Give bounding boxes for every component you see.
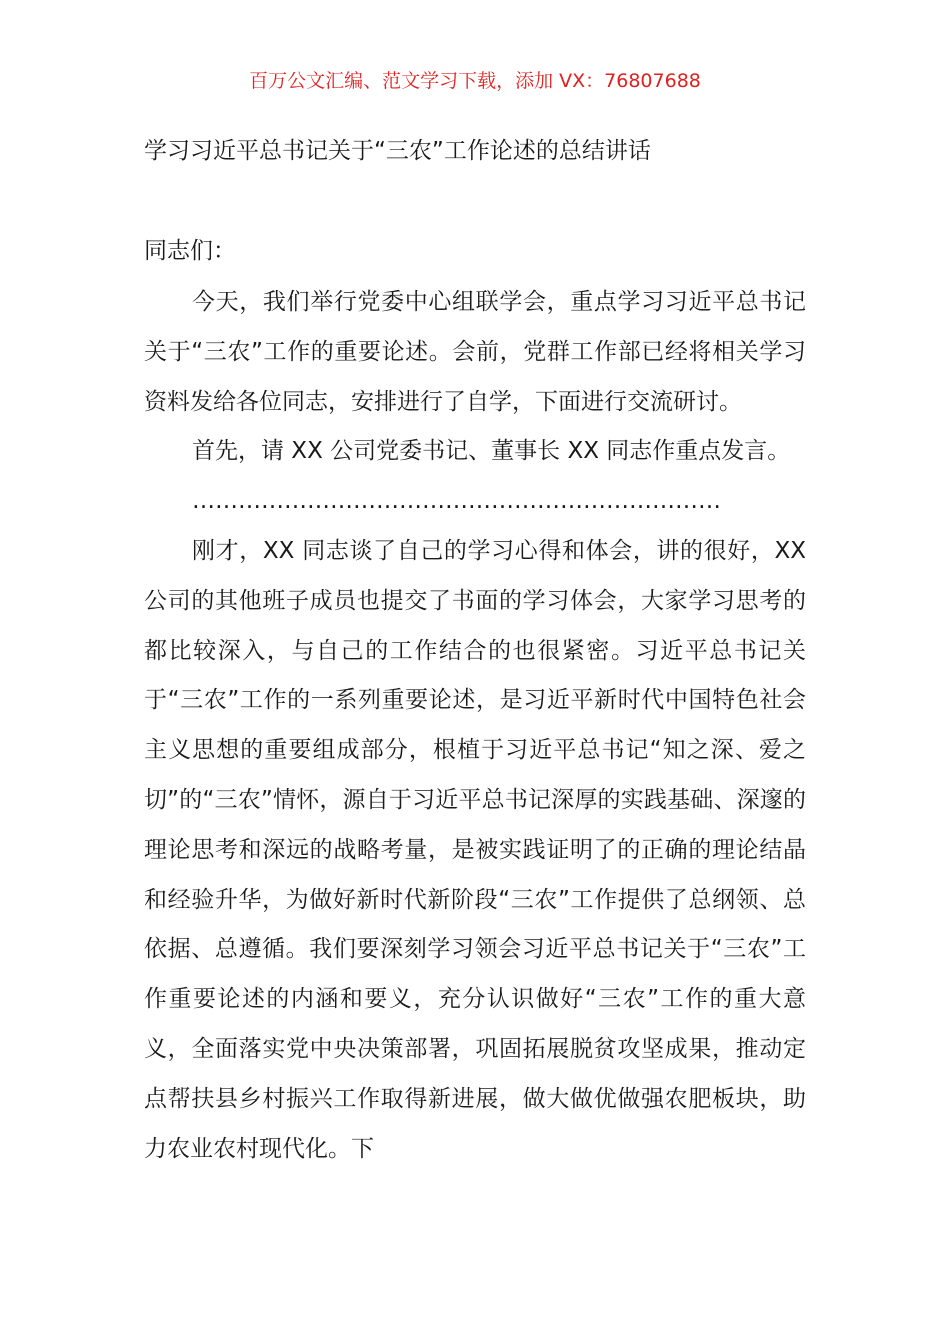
paragraph-ellipsis: ……………………………………………………………	[192, 488, 721, 515]
document-title: 学习习近平总书记关于“三农”工作论述的总结讲话	[144, 138, 651, 164]
header-banner: 百万公文汇编、范文学习下载，添加 VX：76807688	[249, 70, 701, 92]
paragraph-intro: 今天，我们举行党委中心组联学会，重点学习习近平总书记关于“三农”工作的重要论述。会前，党群工作部已经将相关学习资料发给各位同志，安排进行了自学，下面进行交流研讨。	[144, 289, 806, 415]
salutation: 同志们：	[144, 238, 236, 264]
paragraph-summary: 刚才，XX 同志谈了自己的学习心得和体会，讲的很好，XX 公司的其他班子成员也提交了书面的学习体会，大家学习思考的都比较深入，与自己的工作结合的也很紧密。习近平总书记关于“三农”工作的一系列重要论述，是习近平新时代中国特色社会主义思想的重要组成部分，根植于习近平总书记“知之深、爱之切”的“三农”情怀，源自于习近平总书记深厚的实践基础、深邃的理论思考和深远的战略考量，是被实践证明了的正确的理论结晶和经验升华，为做好新时代新阶段“三农”工作提供了总纲领、总依据、总遵循。我们要深刻学习领会习近平总书记关于“三农”工作重要论述的内涵和要义，充分认识做好“三农”工作的重大意义，全面落实党中央决策部署，巩固拓展脱贫攻坚成果，推动定点帮扶县乡村振兴工作取得新进展，做大做优做强农肥板块，助力农业农村现代化。下	[144, 537, 806, 1162]
paragraph-first-speaker: 首先，请 XX 公司党委书记、董事长 XX 同志作重点发言。	[192, 438, 791, 465]
document-body	[144, 278, 806, 1174]
